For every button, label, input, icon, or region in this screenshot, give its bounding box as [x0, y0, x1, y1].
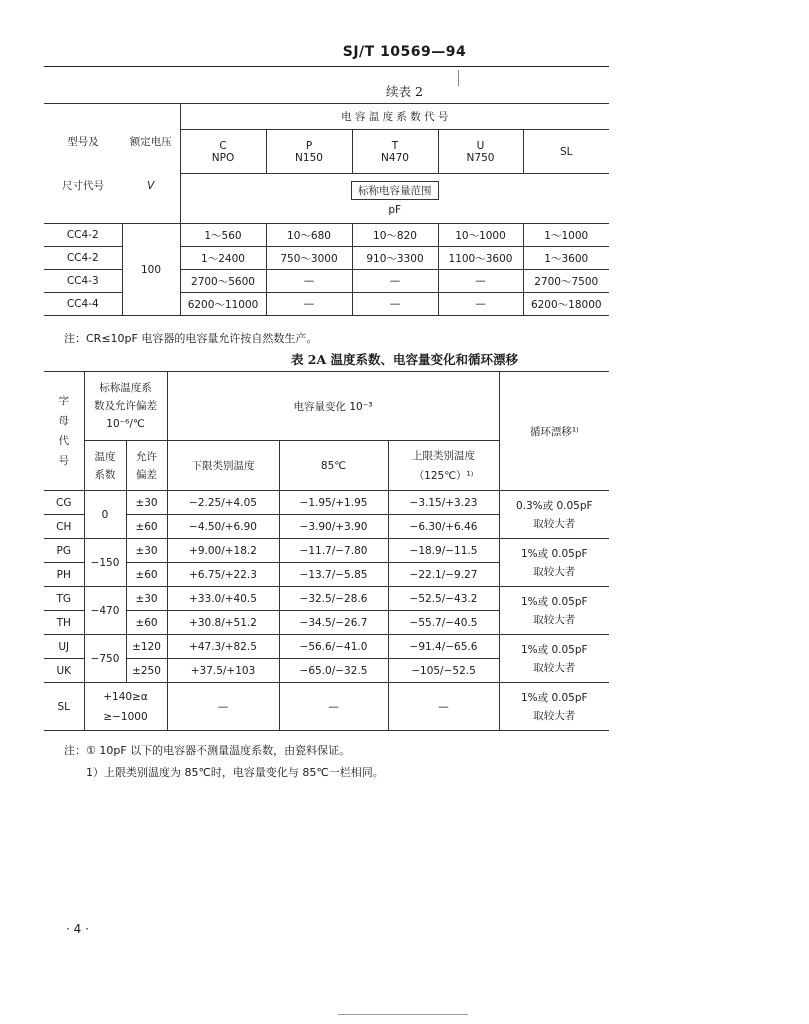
col-85-header: 85℃ [279, 441, 388, 491]
code-u: U N750 [438, 130, 523, 174]
table-cell: CG [44, 491, 84, 515]
table-cell: 6200～18000 [523, 293, 609, 316]
table-cell: ±120 [126, 635, 167, 659]
document-header: SJ/T 10569—94 [342, 44, 467, 60]
table-cell: −105/−52.5 [388, 659, 499, 683]
col-lower-header: 下限类别温度 [167, 441, 279, 491]
table-cell: −750 [84, 635, 126, 683]
table-cell: ±60 [126, 515, 167, 539]
table-cell: 1%或 0.05pF 取较大者 [499, 539, 609, 587]
table2a-note-2: 1）上限类别温度为 85℃时，电容量变化与 85℃一栏相同。 [86, 766, 384, 779]
table2-note: 注：CR≤10pF 电容器的电容量允许按自然数生产。 [64, 332, 318, 345]
table-cell: ±250 [126, 659, 167, 683]
table-row [44, 491, 609, 515]
table-cell: −4.50/+6.90 [167, 515, 279, 539]
model-cell: CC4-4 [44, 293, 122, 316]
table-row [44, 587, 609, 611]
table-cell: +37.5/+103 [167, 659, 279, 683]
table-cell: +33.0/+40.5 [167, 587, 279, 611]
table-cell: −1.95/+1.95 [279, 491, 388, 515]
table-cell: TH [44, 611, 84, 635]
col-drift-header: 循环漂移¹⁾ [499, 372, 609, 491]
table-row [44, 635, 609, 659]
table-cell: −52.5/−43.2 [388, 587, 499, 611]
table-cell: 1～1000 [523, 224, 609, 247]
code-t: T N470 [352, 130, 438, 174]
table-cell: 10～680 [266, 224, 352, 247]
col-temp-header: 温度 系数 [84, 441, 126, 491]
table-row [44, 539, 609, 563]
table-cell: −470 [84, 587, 126, 635]
table-cell: +30.8/+51.2 [167, 611, 279, 635]
col-letter-header: 字 母 代 号 [44, 372, 84, 491]
table-cell: PH [44, 563, 84, 587]
table-cell: SL [44, 683, 84, 731]
table-cell: −22.1/−9.27 [388, 563, 499, 587]
table-row-sl [44, 683, 609, 731]
header-rule [44, 66, 609, 67]
table-cell: ±30 [126, 491, 167, 515]
range-unit: pF [388, 204, 402, 216]
table-cell: 1%或 0.05pF 取较大者 [499, 635, 609, 683]
table-cell: UJ [44, 635, 84, 659]
table-cell: — [438, 270, 523, 293]
table-cell: ±30 [126, 587, 167, 611]
col-nominal-header: 标称温度系 数及允许偏差 10⁻⁶/℃ [84, 372, 167, 441]
table-cell: −3.90/+3.90 [279, 515, 388, 539]
col-model-header: 型号及 尺寸代号 [44, 104, 122, 224]
table-cell: ±60 [126, 563, 167, 587]
table-cell: — [352, 293, 438, 316]
table-cell: −32.5/−28.6 [279, 587, 388, 611]
table-cell: −34.5/−26.7 [279, 611, 388, 635]
range-header [180, 174, 609, 224]
table2-continued [44, 103, 609, 316]
table-cell: −13.7/−5.85 [279, 563, 388, 587]
table-cell: 0 [84, 491, 126, 539]
table-cell: 1～2400 [180, 247, 266, 270]
table-cell: +140≥α ≥−1000 [84, 683, 167, 731]
page-number: · 4 · [66, 922, 89, 936]
table-cell: TG [44, 587, 84, 611]
table-cell: +9.00/+18.2 [167, 539, 279, 563]
table-cell: −91.4/−65.6 [388, 635, 499, 659]
model-cell: CC4-3 [44, 270, 122, 293]
table-cell: −6.30/+6.46 [388, 515, 499, 539]
table2a [44, 371, 609, 731]
table-cell: — [388, 683, 499, 731]
table-cell: −18.9/−11.5 [388, 539, 499, 563]
code-p: P N150 [266, 130, 352, 174]
table-cell: 1100～3600 [438, 247, 523, 270]
table-cell: — [279, 683, 388, 731]
table-cell: −65.0/−32.5 [279, 659, 388, 683]
table-cell: 1%或 0.05pF 取较大者 [499, 683, 609, 731]
table-cell: 1%或 0.05pF 取较大者 [499, 587, 609, 635]
table-cell: 10～1000 [438, 224, 523, 247]
table-cell: UK [44, 659, 84, 683]
table-row [44, 224, 609, 247]
col-change-header: 电容量变化 10⁻³ [167, 372, 499, 441]
table-cell: 750～3000 [266, 247, 352, 270]
group-header: 电 容 温 度 系 数 代 号 [180, 104, 609, 130]
table-cell: PG [44, 539, 84, 563]
table-cell: +6.75/+22.3 [167, 563, 279, 587]
table-cell: 6200～11000 [180, 293, 266, 316]
table-cell: −55.7/−40.5 [388, 611, 499, 635]
table2a-note-1: 注：① 10pF 以下的电容器不测量温度系数，由瓷料保证。 [64, 744, 351, 757]
table2a-caption: 表 2A 温度系数、电容量变化和循环漂移 [290, 352, 519, 367]
table-cell: −56.6/−41.0 [279, 635, 388, 659]
table-cell: — [266, 293, 352, 316]
col-voltage-header: 额定电压 V [122, 104, 180, 224]
table-cell: — [352, 270, 438, 293]
table-cell: −11.7/−7.80 [279, 539, 388, 563]
table-cell: −150 [84, 539, 126, 587]
table-cell: — [266, 270, 352, 293]
table-cell: — [167, 683, 279, 731]
table-cell: 910～3300 [352, 247, 438, 270]
range-label: 标称电容量范围 [351, 181, 439, 200]
code-sl: SL [523, 130, 609, 174]
table-cell: +47.3/+82.5 [167, 635, 279, 659]
table-cell: 2700～7500 [523, 270, 609, 293]
table-cell: CH [44, 515, 84, 539]
table-cell: −3.15/+3.23 [388, 491, 499, 515]
model-cell: CC4-2 [44, 247, 122, 270]
table-cell: 0.3%或 0.05pF 取较大者 [499, 491, 609, 539]
table-cell: ±60 [126, 611, 167, 635]
model-cell: CC4-2 [44, 224, 122, 247]
table2-caption: 续表 2 [386, 84, 423, 99]
col-tol-header: 允许 偏差 [126, 441, 167, 491]
table-cell: 10～820 [352, 224, 438, 247]
table-cell: ±30 [126, 539, 167, 563]
table-cell: 1～560 [180, 224, 266, 247]
table-cell: 2700～5600 [180, 270, 266, 293]
code-c: C NPO [180, 130, 266, 174]
footer-mark [338, 1014, 468, 1023]
col-upper-header: 上限类别温度 （125℃）¹⁾ [388, 441, 499, 491]
voltage-cell: 100 [122, 224, 180, 316]
table-cell: — [438, 293, 523, 316]
table-cell: −2.25/+4.05 [167, 491, 279, 515]
table-cell: 1～3600 [523, 247, 609, 270]
